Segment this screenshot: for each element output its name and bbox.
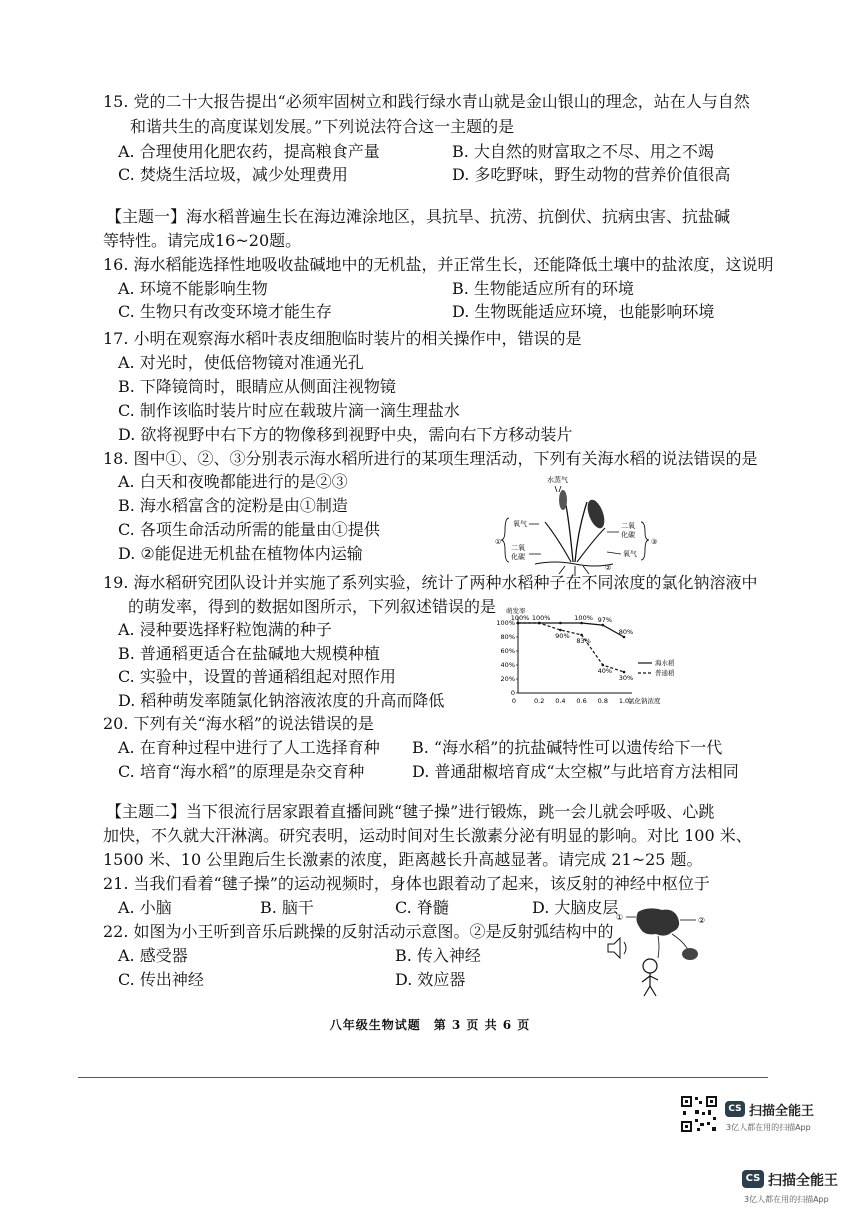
divider (78, 1077, 768, 1078)
speaker-icon (608, 938, 620, 958)
q17-option-b: B. 下降镜筒时，眼睛应从侧面注视物镜 (118, 377, 396, 396)
q15-option-c: C. 焚烧生活垃圾，减少处理费用 (118, 165, 348, 184)
brain-icon (636, 908, 679, 935)
marker-1: ① (616, 913, 624, 922)
qr-code-icon (680, 1095, 718, 1133)
legend-label: 海水稻 (655, 659, 675, 667)
x-axis-label: 氯化钠浓度 (628, 697, 661, 705)
q16-option-c: C. 生物只有改变环境才能生存 (118, 302, 332, 321)
q17-option-c: C. 制作该临时装片时应在载玻片滴一滴生理盐水 (118, 401, 460, 420)
q17-stem: 17. 小明在观察海水稻叶表皮细胞临时装片的相关操作中，错误的是 (103, 329, 582, 348)
data-point (623, 636, 626, 639)
x-tick-label: 0.6 (576, 697, 587, 705)
camscanner-logo-corner: CS (742, 1170, 764, 1188)
data-label: 80% (618, 628, 634, 636)
x-tick-label: 0.4 (555, 697, 566, 705)
y-axis-label: 萌发率 (506, 607, 526, 615)
water-vapor-label: 水蒸气 (547, 476, 568, 484)
x-tick-label: 1.0 (618, 697, 630, 705)
marker-2: ② (605, 564, 612, 572)
x-tick-label: 0.2 (534, 697, 545, 705)
camscanner-name-corner: 扫描全能王 (768, 1173, 838, 1189)
theme1-intro-cont: 等特性。请完成16~20题。 (103, 231, 302, 250)
reflex-arc-figure (602, 906, 720, 998)
data-point (559, 622, 562, 625)
data-label: 90% (555, 632, 570, 640)
rice-plant-figure (495, 470, 665, 580)
q22-option-b: B. 传入神经 (395, 946, 481, 965)
data-label: 83% (576, 636, 591, 645)
co2-left-label-2: 化碳 (511, 553, 525, 561)
oxygen-left-label: 氧气 (513, 520, 527, 528)
camscanner-tagline-corner: 3亿人都在用的扫描App (744, 1195, 829, 1204)
q16-stem: 16. 海水稻能选择性地吸收盐碱地中的无机盐，并正常生长，还能降低土壤中的盐浓度，这说明 (103, 255, 774, 274)
page-footer: 八年级生物试题 第 3 页 共 6 页 (329, 1018, 531, 1032)
co2-right-label-2: 化碳 (621, 531, 635, 539)
q19-option-b: B. 普通稻更适合在盐碱地大规模种植 (118, 644, 380, 663)
q18-option-d: D. ②能促进无机盐在植物体内运输 (118, 544, 363, 563)
camscanner-tagline: 3亿人都在用的扫描App (726, 1123, 811, 1132)
data-label: 40% (597, 667, 613, 675)
q20-option-c: C. 培育“海水稻”的原理是杂交育种 (118, 762, 365, 781)
data-point (580, 634, 583, 637)
q19-option-c: C. 实验中，设置的普通稻组起对照作用 (118, 667, 396, 686)
legend-label: 普通稻 (655, 669, 675, 677)
q17-option-d: D. 欲将视野中右下方的物像移到视野中央，需向右下方移动装片 (118, 425, 573, 444)
q15-stem: 15. 党的二十大报告提出“必须牢固树立和践行绿水青山就是金山银山的理念，站在人与自然 (103, 92, 750, 111)
q19-stem: 19. 海水稻研究团队设计并实施了系列实验，统计了两种水稻种子在不同浓度的氯化钠溶液中 (103, 573, 758, 592)
q22-option-d: D. 效应器 (395, 970, 466, 989)
q15-option-a: A. 合理使用化肥农药，提高粮食产量 (118, 142, 380, 161)
q18-stem: 18. 图中①、②、③分别表示海水稻所进行的某项生理活动，下列有关海水稻的说法错误的是 (103, 449, 758, 468)
theme1-intro: 【主题一】海水稻普遍生长在海边滩涂地区，具抗旱、抗涝、抗倒伏、抗病虫害、抗盐碱 (106, 207, 731, 226)
data-point (517, 622, 520, 625)
camscanner-name: 扫描全能王 (749, 1104, 815, 1119)
marker-2: ② (698, 916, 706, 925)
data-label: 100% (510, 614, 530, 622)
q20-stem: 20. 下列有关“海水稻”的说法错误的是 (103, 714, 374, 733)
data-point (538, 622, 541, 625)
q21-option-b: B. 脑干 (260, 898, 314, 917)
data-point (559, 629, 562, 632)
y-tick-label: 20% (500, 675, 515, 683)
data-label: 97% (597, 616, 613, 625)
q21-option-c: C. 脊髓 (395, 898, 449, 917)
x-tick-label: 0 (511, 697, 516, 705)
data-point (602, 624, 605, 627)
q15-option-d: D. 多吃野味，野生动物的营养价值很高 (452, 165, 731, 184)
co2-right-label: 二氧 (621, 522, 635, 530)
data-label: 100% (531, 614, 551, 622)
theme2-intro: 【主题二】当下很流行居家跟着直播间跳“毽子操”进行锻炼，跳一会儿就会呼吸、心跳 (106, 802, 715, 821)
q20-option-d: D. 普通甜椒培育成“太空椒”与此培育方法相同 (412, 762, 739, 781)
q22-option-c: C. 传出神经 (118, 970, 204, 989)
q20-option-a: A. 在育种过程中进行了人工选择育种 (118, 738, 380, 757)
theme2-intro-cont: 加快，不久就大汗淋漓。研究表明，运动时间对生长激素分泌有明显的影响。对比 100 米、 (103, 826, 752, 845)
q16-option-b: B. 生物能适应所有的环境 (452, 279, 634, 298)
x-tick-label: 0.8 (597, 697, 608, 705)
q19-stem-cont: 的萌发率，得到的数据如图所示，下列叙述错误的是 (128, 597, 497, 616)
q22-option-a: A. 感受器 (118, 946, 188, 965)
q18-option-a: A. 白天和夜晚都能进行的是②③ (118, 472, 348, 491)
camscanner-logo: CS (725, 1101, 745, 1117)
data-label: 30% (618, 674, 634, 682)
q21-option-d: D. 大脑皮层 (532, 898, 619, 917)
data-point (623, 671, 626, 674)
germination-rate-chart (484, 603, 720, 707)
y-tick-label: 100% (496, 619, 515, 627)
q16-option-d: D. 生物既能适应环境，也能影响环境 (452, 302, 715, 321)
q20-option-b: B. “海水稻”的抗盐碱特性可以遗传给下一代 (412, 738, 723, 757)
q21-option-a: A. 小脑 (118, 898, 172, 917)
oxygen-right-label: 氧气 (623, 550, 637, 558)
co2-left-label: 二氧 (511, 544, 525, 552)
q18-option-c: C. 各项生命活动所需的能量由①提供 (118, 520, 380, 539)
y-tick-label: 80% (500, 633, 515, 641)
q19-option-d: D. 稻种萌发率随氯化钠溶液浓度的升高而降低 (118, 691, 445, 710)
q18-option-b: B. 海水稻富含的淀粉是由①制造 (118, 496, 348, 515)
q21-stem: 21. 当我们看着“毽子操”的运动视频时，身体也跟着动了起来，该反射的神经中枢位于 (103, 874, 710, 893)
data-point (580, 622, 583, 625)
person-icon (643, 959, 657, 973)
series-line-0 (518, 623, 624, 637)
q15-option-b: B. 大自然的财富取之不尽、用之不竭 (452, 142, 714, 161)
y-tick-label: 0 (510, 689, 515, 697)
rice-grain-icon (584, 498, 607, 531)
y-tick-label: 60% (500, 647, 515, 655)
marker-3: ③ (651, 538, 658, 546)
theme2-intro-cont-2: 1500 米、10 公里跑后生长激素的浓度，距离越长升高越显著。请完成 21~25 题。 (103, 850, 703, 869)
marker-1: ① (495, 538, 502, 546)
q17-option-a: A. 对光时，使低倍物镜对准通光孔 (118, 353, 364, 372)
data-label: 100% (574, 614, 593, 622)
q19-option-a: A. 浸种要选择籽粒饱满的种子 (118, 620, 332, 639)
q16-option-a: A. 环境不能影响生物 (118, 279, 268, 298)
q15-stem-cont: 和谐共生的高度谋划发展。”下列说法符合这一主题的是 (130, 117, 515, 136)
series-line-1 (518, 623, 624, 672)
y-tick-label: 40% (500, 661, 515, 669)
q22-stem: 22. 如图为小王听到音乐后跳操的反射活动示意图。②是反射弧结构中的 (103, 922, 614, 941)
data-point (602, 664, 605, 667)
